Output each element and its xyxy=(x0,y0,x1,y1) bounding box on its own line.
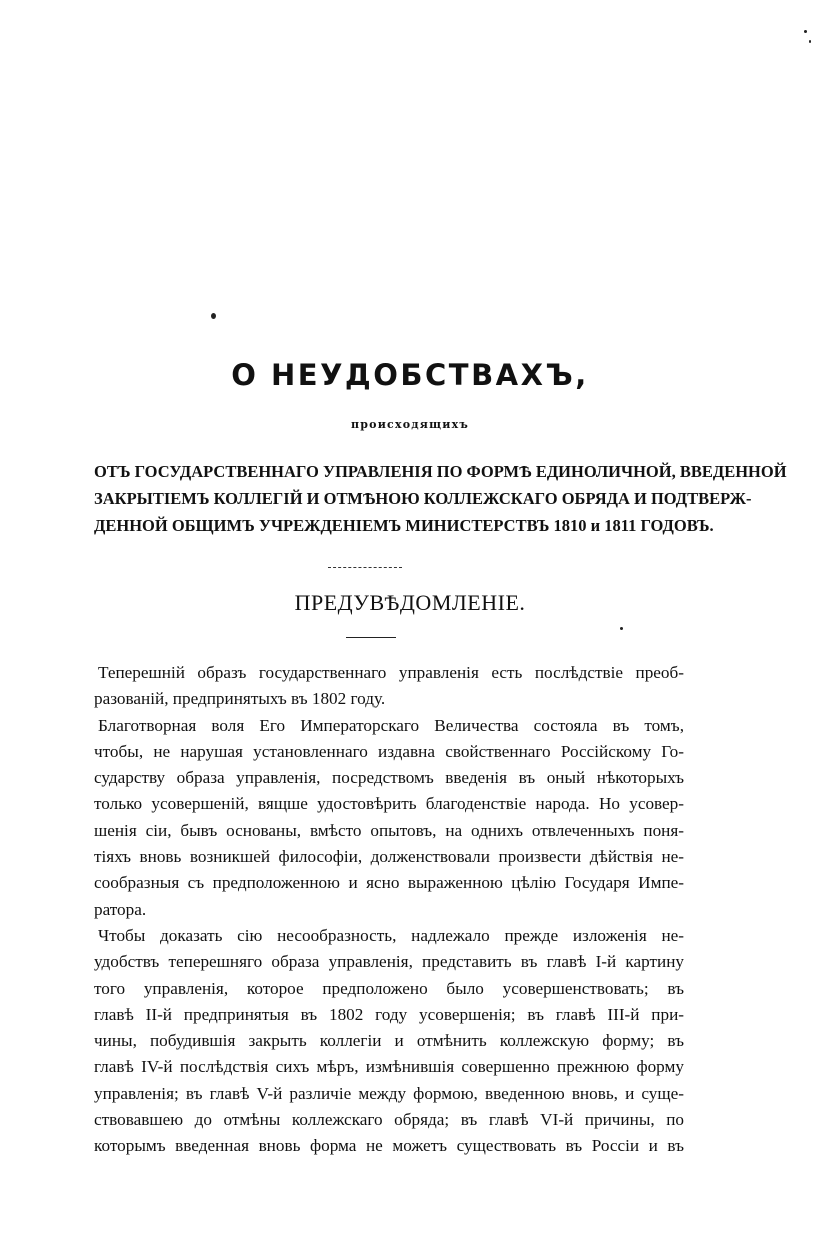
subheading: происходящихъ xyxy=(351,418,469,431)
body-line: главѣ II-й предпринятыя въ 1802 году усовершенія; въ главѣ III-й при- xyxy=(94,1004,684,1024)
body-line: сообразныя съ предположенною и ясно выраженною цѣлію Государя Импе- xyxy=(94,873,684,893)
separator-dashed xyxy=(328,567,402,568)
body-line: Теперешній образъ государственнаго управленія есть послѣдствіе преоб- xyxy=(98,663,684,682)
scan-speck xyxy=(809,40,811,43)
body-line: чины, побудившія закрыть коллегіи и отмѣнить коллежскую форму; въ xyxy=(94,1031,684,1051)
body-line: только усовершеній, вящше удостовѣрить благоденствіе народа. Но усовер- xyxy=(94,794,684,814)
body-line: Чтобы доказать сію несообразность, надлежало прежде изложенія не- xyxy=(98,925,684,945)
long-title-line: ОТЪ ГОСУДАРСТВЕННАГО УПРАВЛЕНІЯ ПО ФОРМѢ ЕДИНОЛИЧНОЙ, ВВЕДЕННОЙ xyxy=(94,462,787,481)
long-title-line: ЗАКРЫТІЕМЪ КОЛЛЕГІЙ И ОТМѢНОЮ КОЛЛЕЖСКАГО ОБРЯДА И ПОДТВЕРЖ- xyxy=(94,489,752,508)
section-title: ПРЕДУВѢДОМЛЕНІЕ. xyxy=(294,590,526,615)
body-line: удобствъ теперешняго образа управленія, представить въ главѣ I-й картину xyxy=(94,952,684,972)
long-title-line: ДЕННОЙ ОБЩИМЪ УЧРЕЖДЕНІЕМЪ МИНИСТЕРСТВЪ 1810 и 1811 ГОДОВЪ. xyxy=(94,516,714,535)
separator-rule xyxy=(346,637,396,638)
body-line: чтобы, не нарушая установленнаго издавна свойственнаго Россійскому Го- xyxy=(94,741,684,761)
body-text xyxy=(94,660,684,1160)
body-line: шенія сіи, бывъ основаны, вмѣсто опытовъ, на однихъ отвлеченныхъ поня- xyxy=(94,820,684,840)
body-line: Благотворная воля Его Императорскаго Величества состояла въ томъ, xyxy=(98,715,684,735)
body-line: управленія; въ главѣ V-й различіе между формою, введенною вновь, и суще- xyxy=(94,1083,684,1103)
scan-speck xyxy=(211,313,216,319)
scan-speck xyxy=(804,30,807,33)
body-line: разованій, предпринятыхъ въ 1802 году. xyxy=(94,689,386,709)
main-title: О НЕУДОБСТВАХЪ, xyxy=(231,358,589,392)
long-title xyxy=(94,458,787,539)
body-line: ратора. xyxy=(94,899,147,919)
body-line: тіяхъ вновь возникшей философіи, долженствовали произвести дѣйствія не- xyxy=(94,847,684,867)
body-line: которымъ введенная вновь форма не можетъ существовать въ Россіи и въ xyxy=(94,1136,684,1156)
body-line: главѣ IV-й послѣдствія сихъ мѣръ, измѣнившія совершенно прежнюю форму xyxy=(94,1057,684,1077)
body-line: того управленія, которое предположено было усовершенствовать; въ xyxy=(94,978,684,998)
body-line: сударству образа управленія, посредствомъ введенія въ оный нѣкоторыхъ xyxy=(94,768,684,788)
body-line: ствовавшею до отмѣны коллежскаго обряда; въ главѣ VI-й причины, по xyxy=(94,1110,684,1130)
scan-speck xyxy=(620,627,623,630)
